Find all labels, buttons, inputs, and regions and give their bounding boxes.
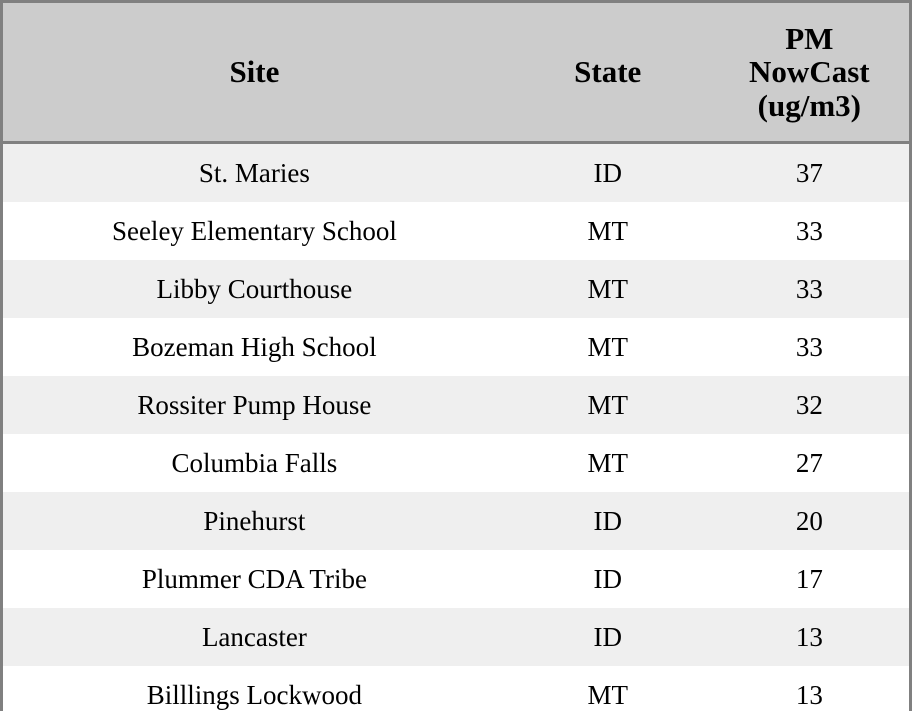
table-header — [3, 3, 909, 143]
cell-state: ID — [506, 143, 710, 203]
cell-pm: 13 — [710, 608, 909, 666]
column-header-pm-nowcast — [710, 3, 909, 143]
column-header-pm-line-3: (ug/m3) — [714, 89, 905, 122]
cell-pm: 33 — [710, 318, 909, 376]
cell-pm: 27 — [710, 434, 909, 492]
cell-pm: 20 — [710, 492, 909, 550]
table-row — [3, 376, 909, 434]
cell-site: Pinehurst — [3, 492, 506, 550]
table-row — [3, 318, 909, 376]
cell-site: Rossiter Pump House — [3, 376, 506, 434]
cell-pm: 32 — [710, 376, 909, 434]
cell-state: ID — [506, 550, 710, 608]
table-row — [3, 434, 909, 492]
table-row — [3, 608, 909, 666]
cell-pm: 33 — [710, 202, 909, 260]
cell-state: MT — [506, 376, 710, 434]
column-header-pm-line-1: PM — [714, 22, 905, 55]
cell-site: Columbia Falls — [3, 434, 506, 492]
table-row — [3, 550, 909, 608]
cell-site: Seeley Elementary School — [3, 202, 506, 260]
column-header-state — [506, 3, 710, 143]
cell-pm: 13 — [710, 666, 909, 724]
cell-site: St. Maries — [3, 143, 506, 203]
table-body — [3, 143, 909, 724]
cell-state: MT — [506, 260, 710, 318]
table-row — [3, 492, 909, 550]
column-header-state-label: State — [510, 55, 706, 88]
cell-site: Bozeman High School — [3, 318, 506, 376]
cell-pm: 33 — [710, 260, 909, 318]
cell-pm: 17 — [710, 550, 909, 608]
cell-state: MT — [506, 434, 710, 492]
column-header-site-label: Site — [7, 55, 502, 88]
cell-state: ID — [506, 608, 710, 666]
table-header-row — [3, 3, 909, 143]
cell-state: ID — [506, 492, 710, 550]
table-row — [3, 202, 909, 260]
cell-pm: 37 — [710, 143, 909, 203]
table-row — [3, 666, 909, 724]
cell-state: MT — [506, 202, 710, 260]
cell-site: Billlings Lockwood — [3, 666, 506, 724]
cell-site: Lancaster — [3, 608, 506, 666]
table-row — [3, 143, 909, 203]
air-quality-table — [3, 3, 909, 724]
cell-site: Libby Courthouse — [3, 260, 506, 318]
cell-site: Plummer CDA Tribe — [3, 550, 506, 608]
column-header-pm-line-2: NowCast — [714, 55, 905, 88]
table-row — [3, 260, 909, 318]
cell-state: MT — [506, 666, 710, 724]
cell-state: MT — [506, 318, 710, 376]
column-header-site — [3, 3, 506, 143]
